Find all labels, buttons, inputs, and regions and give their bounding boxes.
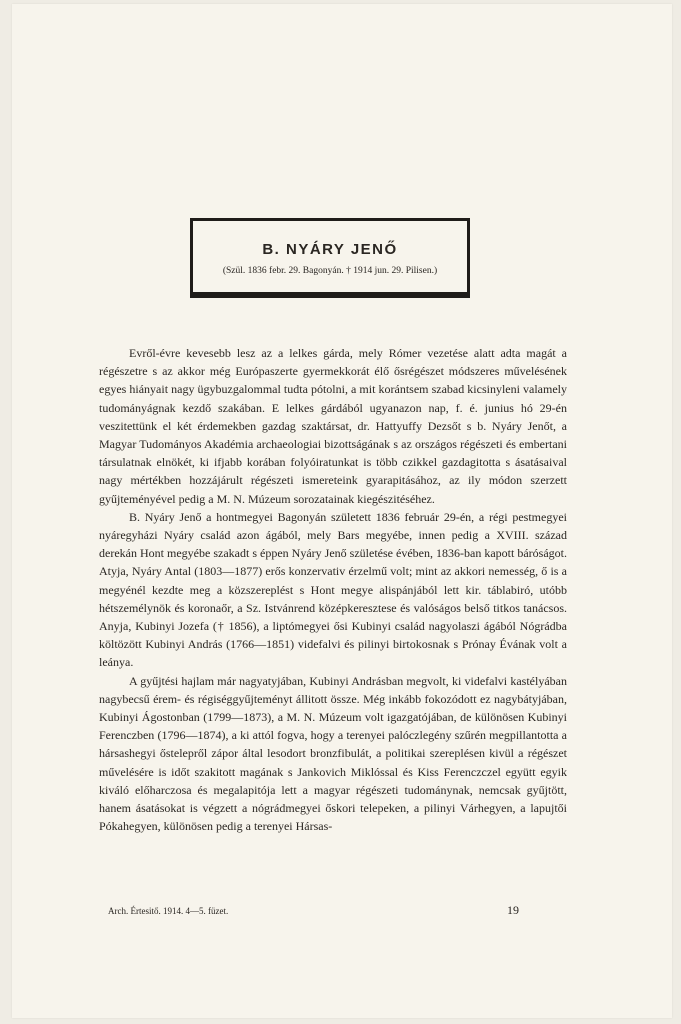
title-frame [190, 218, 470, 298]
article-body [99, 344, 567, 835]
paragraph: A gyűjtési hajlam már nagyatyjában, Kubinyi Andrásban megvolt, ki videfalvi kastélyában nagybecsű érem- és régiséggyűjteményt állitott össze. Még inkább fokozódott ez nagybátyjában, Kubinyi Ágostonban (1799—1873), a M. N. Múzeum volt igazgatójában, de különösen Kubinyi Ferenczben (1796—1874), a ki attól fogva, hogy a terenyei palóczlegény szűrén megpillantotta a hársashegyi őstelepről zápor által lesodort bronzfibulát, a politikai szereplésen kivül a régészet művelésére is időt szakitott magának s Jankovich Miklóssal és Kiss Ferenczczel együtt egyik kiváló előharczosa és megalapitója lett a magyar régészeti tudománynak, nemcsak gyűjtött, hanem ásatásokat is végzett a nógrádmegyei őskori telepeken, a pilinyi Várhegyen, a lapujtői Pókahegyen, különösen pedig a terenyei Hársas- [99, 673, 567, 834]
paragraph: B. Nyáry Jenő a hontmegyei Bagonyán született 1836 február 29-én, a régi pestmegyei nyáregyházi Nyáry család azon ágából, mely Bars megyébe, innen pedig a XVIII. század derekán Hont megyébe szakadt s éppen Nyáry Jenő születése évében, 1836-ban kapott báróságot. Atyja, Nyáry Antal (1803—1877) erős konzervativ érzelmű volt; mint az akkori nemesség, ő is a megyénél kezdte meg a közszereplést s Hont megye alispánjából lett kir. táblabiró, utóbb hétszemélynök és koronaőr, a Sz. Istvánrend középkeresztese és valóságos belső titkos tanácsos. Anyja, Kubinyi Jozefa († 1856), a liptómegyei ősi Kubinyi család nagyolaszi ágából Nógrádba költözött Kubinyi András (1766—1851) videfalvi és pilinyi birtokosnak s Prónay Évának volt a leánya. [99, 509, 567, 670]
document-page [12, 4, 672, 1018]
page-number: 19 [507, 903, 519, 917]
paragraph: Evről-évre kevesebb lesz az a lelkes gárda, mely Rómer vezetése alatt adta magát a régészetre s az akkor még Európaszerte gyermekkorát élő ősrégészet módszeres művelésének egyes hiányait nagy ügybuzgalommal tudta pótolni, a mit korántsem szabad kicsinyleni valamely tudományágnak kezdő szakában. E lelkes gárdából ugyanazon nap, f. é. junius hó 29-én veszitettünk el két érdemekben gazdag szaktársat, dr. Hattyuffy Dezsőt s b. Nyáry Jenőt, a Magyar Tudományos Akadémia archaeologiai bizottságának s az országos régészeti és embertani társulatnak elnökét, ki ifjabb korában folyóiratunkat is több czikkel gazdagitotta s ásatásaival nagy mértékben hozzájárult régészeti ismereteink gyarapitásához, az ily módon szerzett gyűjteményével pedig a M. N. Múzeum sorozatainak kiegészitéséhez. [99, 346, 567, 506]
article-title: B. NYÁRY JENŐ [262, 241, 398, 258]
journal-footer: Arch. Értesitő. 1914. 4—5. füzet. [108, 906, 229, 916]
article-subtitle: (Szül. 1836 febr. 29. Bagonyán. † 1914 jun. 29. Pilisen.) [222, 266, 438, 276]
